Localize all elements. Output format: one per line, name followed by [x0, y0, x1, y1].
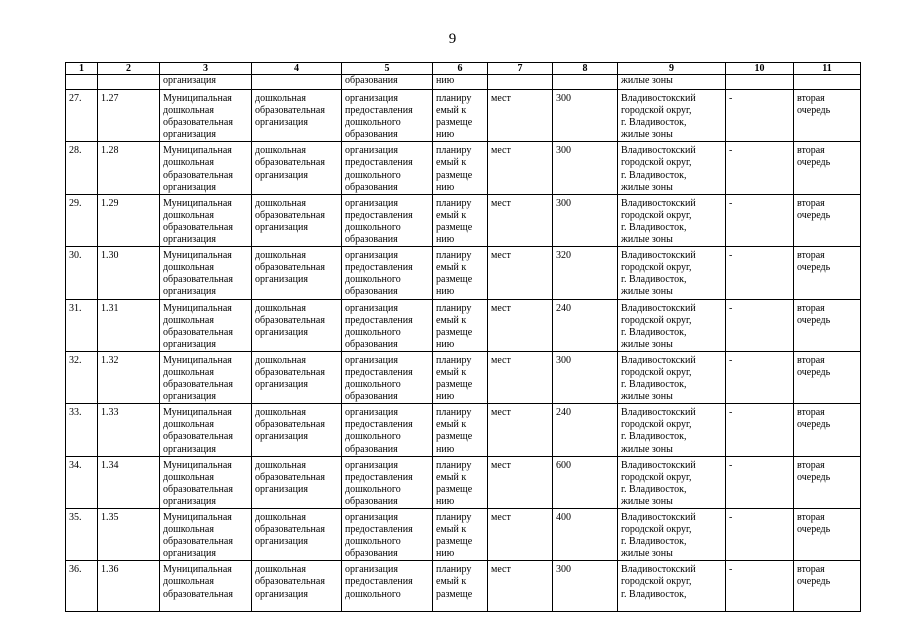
functional-zone-cell: -	[726, 561, 794, 612]
item-code-cell: 1.32	[98, 351, 160, 403]
functional-zone-cell: -	[726, 456, 794, 508]
facility-type-cell: Муниципальная дошкольная образовательная организация	[160, 509, 252, 561]
unit-cell: мест	[488, 247, 553, 299]
functional-zone-cell: -	[726, 299, 794, 351]
row-number-cell: 31.	[66, 299, 98, 351]
row-number-cell: 33.	[66, 404, 98, 456]
capacity-cell: 300	[553, 90, 618, 142]
facility-type-cell: Муниципальная дошкольная образовательная	[160, 561, 252, 612]
stage-cell: вторая очередь	[794, 351, 861, 403]
status-cell: планиру емый к размеще нию	[433, 404, 488, 456]
stage-cell: вторая очередь	[794, 456, 861, 508]
location-cell: Владивостокский городской округ, г. Владивосток, жилые зоны	[618, 247, 726, 299]
cont-cell-2	[98, 75, 160, 90]
column-header-6: 6	[433, 63, 488, 75]
row-number-cell: 34.	[66, 456, 98, 508]
cont-cell-1	[66, 75, 98, 90]
functional-zone-cell: -	[726, 509, 794, 561]
column-header-10: 10	[726, 63, 794, 75]
facility-purpose-cell: организация предоставления дошкольного образования	[342, 456, 433, 508]
facility-name-cell: дошкольная образовательная организация	[252, 509, 342, 561]
facility-purpose-cell: организация предоставления дошкольного образования	[342, 404, 433, 456]
status-cell: планиру емый к размеще нию	[433, 351, 488, 403]
facility-type-cell: Муниципальная дошкольная образовательная организация	[160, 90, 252, 142]
row-number-cell: 36.	[66, 561, 98, 612]
column-header-9: 9	[618, 63, 726, 75]
column-header-7: 7	[488, 63, 553, 75]
facility-purpose-cell: организация предоставления дошкольного образования	[342, 247, 433, 299]
item-code-cell: 1.31	[98, 299, 160, 351]
table-row	[66, 142, 861, 194]
capacity-cell: 240	[553, 404, 618, 456]
facility-name-cell: дошкольная образовательная организация	[252, 456, 342, 508]
unit-cell: мест	[488, 90, 553, 142]
column-header-2: 2	[98, 63, 160, 75]
item-code-cell: 1.34	[98, 456, 160, 508]
header-row	[66, 63, 861, 75]
item-code-cell: 1.36	[98, 561, 160, 612]
item-code-cell: 1.35	[98, 509, 160, 561]
status-cell: планиру емый к размеще нию	[433, 194, 488, 246]
cont-cell-5: образования	[342, 75, 433, 90]
functional-zone-cell: -	[726, 404, 794, 456]
facility-name-cell: дошкольная образовательная организация	[252, 194, 342, 246]
row-number-cell: 28.	[66, 142, 98, 194]
stage-cell: вторая очередь	[794, 247, 861, 299]
stage-cell: вторая очередь	[794, 90, 861, 142]
column-header-5: 5	[342, 63, 433, 75]
location-cell: Владивостокский городской округ, г. Владивосток, жилые зоны	[618, 142, 726, 194]
table-row	[66, 351, 861, 403]
location-cell: Владивостокский городской округ, г. Владивосток,	[618, 561, 726, 612]
capacity-cell: 300	[553, 351, 618, 403]
capacity-cell: 300	[553, 142, 618, 194]
item-code-cell: 1.28	[98, 142, 160, 194]
stage-cell: вторая очередь	[794, 509, 861, 561]
facility-type-cell: Муниципальная дошкольная образовательная организация	[160, 142, 252, 194]
capacity-cell: 300	[553, 194, 618, 246]
status-cell: планиру емый к размеще нию	[433, 247, 488, 299]
facility-purpose-cell: организация предоставления дошкольного образования	[342, 90, 433, 142]
facility-purpose-cell: организация предоставления дошкольного образования	[342, 351, 433, 403]
cont-cell-4	[252, 75, 342, 90]
facility-purpose-cell: организация предоставления дошкольного образования	[342, 142, 433, 194]
row-number-cell: 35.	[66, 509, 98, 561]
column-header-1: 1	[66, 63, 98, 75]
page-number: 9	[448, 31, 457, 47]
cont-cell-3: организация	[160, 75, 252, 90]
facility-name-cell: дошкольная образовательная организация	[252, 351, 342, 403]
table-row	[66, 90, 861, 142]
row-number-cell: 30.	[66, 247, 98, 299]
unit-cell: мест	[488, 142, 553, 194]
location-cell: Владивостокский городской округ, г. Владивосток, жилые зоны	[618, 404, 726, 456]
table-row	[66, 247, 861, 299]
facility-purpose-cell: организация предоставления дошкольного	[342, 561, 433, 612]
facility-type-cell: Муниципальная дошкольная образовательная организация	[160, 299, 252, 351]
capacity-cell: 600	[553, 456, 618, 508]
facility-purpose-cell: организация предоставления дошкольного образования	[342, 194, 433, 246]
table-row	[66, 299, 861, 351]
location-cell: Владивостокский городской округ, г. Владивосток, жилые зоны	[618, 509, 726, 561]
unit-cell: мест	[488, 509, 553, 561]
cont-cell-7	[488, 75, 553, 90]
capacity-cell: 300	[553, 561, 618, 612]
cont-cell-8	[553, 75, 618, 90]
column-header-4: 4	[252, 63, 342, 75]
column-header-8: 8	[553, 63, 618, 75]
facility-name-cell: дошкольная образовательная организация	[252, 247, 342, 299]
facility-name-cell: дошкольная образовательная организация	[252, 299, 342, 351]
functional-zone-cell: -	[726, 90, 794, 142]
continuation-row	[66, 75, 861, 90]
location-cell: Владивостокский городской округ, г. Владивосток, жилые зоны	[618, 90, 726, 142]
facility-name-cell: дошкольная образовательная организация	[252, 404, 342, 456]
facilities-table	[65, 62, 861, 612]
facility-name-cell: дошкольная образовательная организация	[252, 561, 342, 612]
row-number-cell: 29.	[66, 194, 98, 246]
status-cell: планиру емый к размеще нию	[433, 90, 488, 142]
table-row	[66, 509, 861, 561]
location-cell: Владивостокский городской округ, г. Владивосток, жилые зоны	[618, 299, 726, 351]
unit-cell: мест	[488, 456, 553, 508]
unit-cell: мест	[488, 561, 553, 612]
table-row	[66, 194, 861, 246]
status-cell: планиру емый к размеще нию	[433, 509, 488, 561]
unit-cell: мест	[488, 404, 553, 456]
status-cell: планиру емый к размеще	[433, 561, 488, 612]
stage-cell: вторая очередь	[794, 142, 861, 194]
cont-cell-10	[726, 75, 794, 90]
facility-type-cell: Муниципальная дошкольная образовательная организация	[160, 194, 252, 246]
facility-type-cell: Муниципальная дошкольная образовательная организация	[160, 247, 252, 299]
cont-cell-9: жилые зоны	[618, 75, 726, 90]
table-row	[66, 404, 861, 456]
functional-zone-cell: -	[726, 247, 794, 299]
table-row	[66, 561, 861, 612]
item-code-cell: 1.29	[98, 194, 160, 246]
facility-type-cell: Муниципальная дошкольная образовательная организация	[160, 456, 252, 508]
status-cell: планиру емый к размеще нию	[433, 142, 488, 194]
stage-cell: вторая очередь	[794, 194, 861, 246]
status-cell: планиру емый к размеще нию	[433, 456, 488, 508]
facility-name-cell: дошкольная образовательная организация	[252, 142, 342, 194]
stage-cell: вторая очередь	[794, 404, 861, 456]
item-code-cell: 1.27	[98, 90, 160, 142]
facility-purpose-cell: организация предоставления дошкольного образования	[342, 299, 433, 351]
row-number-cell: 32.	[66, 351, 98, 403]
facility-type-cell: Муниципальная дошкольная образовательная организация	[160, 404, 252, 456]
unit-cell: мест	[488, 194, 553, 246]
item-code-cell: 1.30	[98, 247, 160, 299]
column-header-11: 11	[794, 63, 861, 75]
capacity-cell: 320	[553, 247, 618, 299]
row-number-cell: 27.	[66, 90, 98, 142]
functional-zone-cell: -	[726, 142, 794, 194]
facility-type-cell: Муниципальная дошкольная образовательная организация	[160, 351, 252, 403]
location-cell: Владивостокский городской округ, г. Владивосток, жилые зоны	[618, 456, 726, 508]
unit-cell: мест	[488, 351, 553, 403]
capacity-cell: 240	[553, 299, 618, 351]
facility-purpose-cell: организация предоставления дошкольного образования	[342, 509, 433, 561]
location-cell: Владивостокский городской округ, г. Владивосток, жилые зоны	[618, 194, 726, 246]
cont-cell-11	[794, 75, 861, 90]
stage-cell: вторая очередь	[794, 299, 861, 351]
item-code-cell: 1.33	[98, 404, 160, 456]
location-cell: Владивостокский городской округ, г. Владивосток, жилые зоны	[618, 351, 726, 403]
cont-cell-6: нию	[433, 75, 488, 90]
table-row	[66, 456, 861, 508]
status-cell: планиру емый к размеще нию	[433, 299, 488, 351]
facility-name-cell: дошкольная образовательная организация	[252, 90, 342, 142]
column-header-3: 3	[160, 63, 252, 75]
capacity-cell: 400	[553, 509, 618, 561]
stage-cell: вторая очередь	[794, 561, 861, 612]
functional-zone-cell: -	[726, 194, 794, 246]
unit-cell: мест	[488, 299, 553, 351]
functional-zone-cell: -	[726, 351, 794, 403]
